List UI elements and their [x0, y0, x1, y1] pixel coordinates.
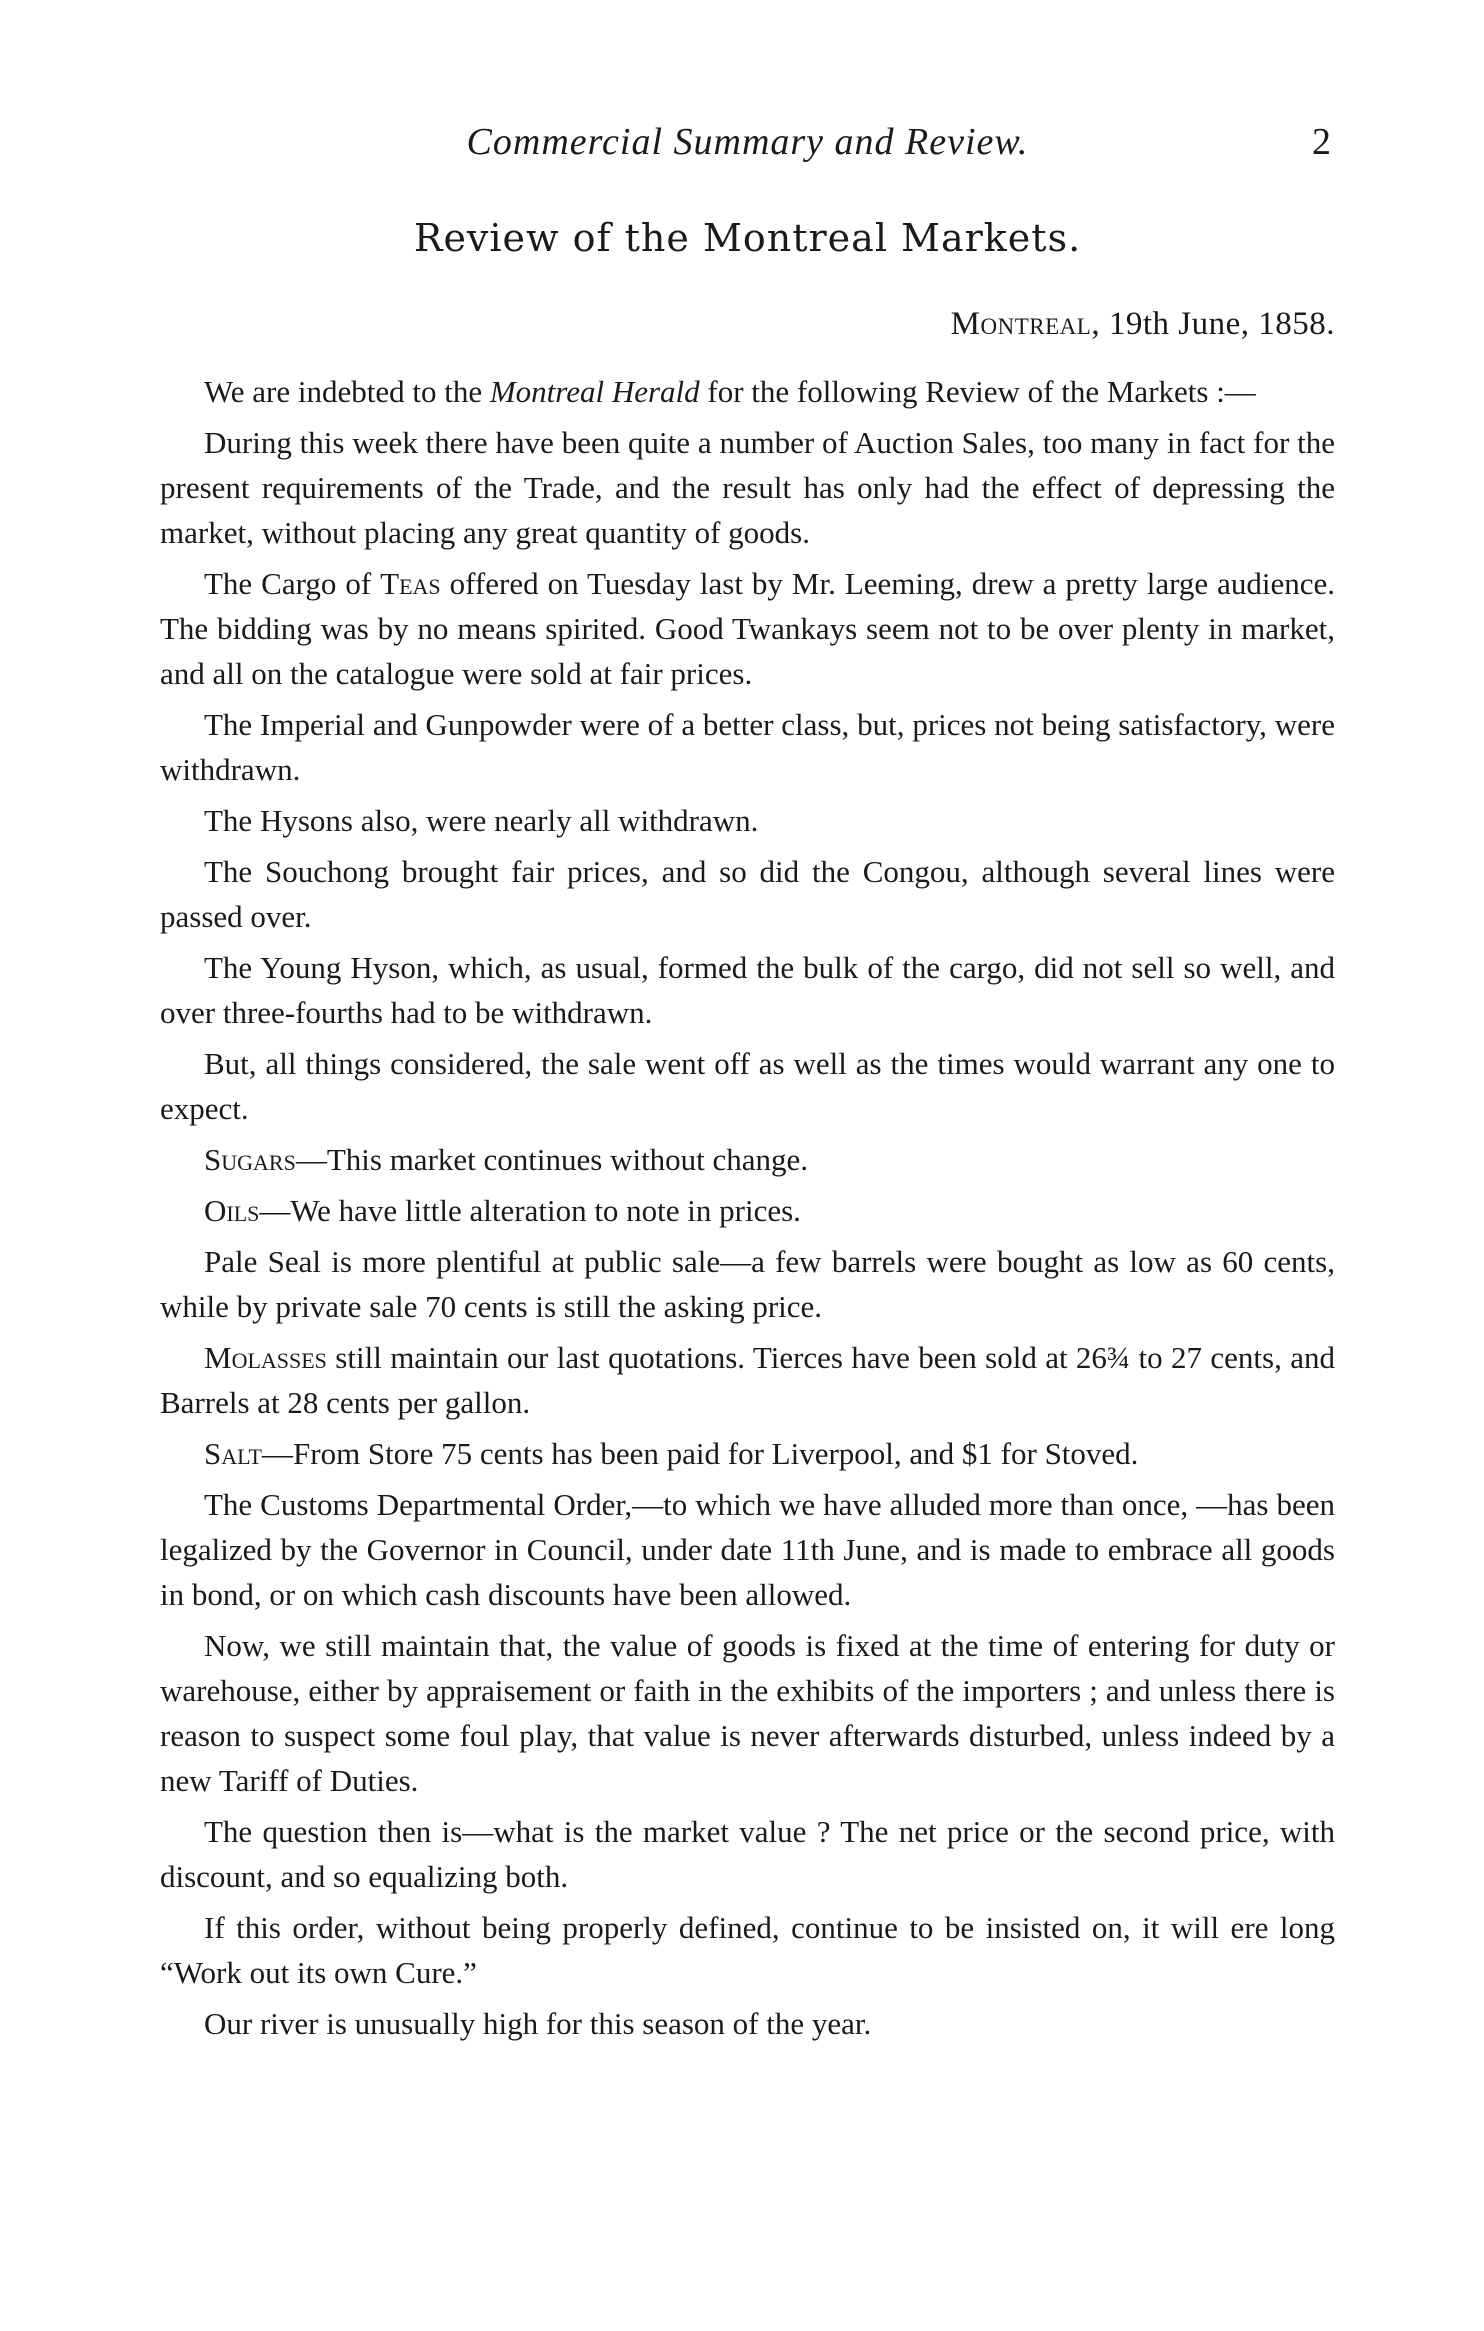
paragraph-order-defined: If this order, without being properly defined, continue to be insisted on, it will ere long “Work out its own Cure.”: [160, 1910, 1335, 1990]
paragraph-teas-part-a: The Cargo of: [204, 566, 381, 601]
sugars-heading: Sugars: [204, 1142, 296, 1177]
paragraph-salt: [160, 1431, 1335, 1476]
paragraph-auction-sales: During this week there have been quite a number of Auction Sales, too many in fact for the present requirements of the Trade, and the result has only had the effect of depressing the market, without placing any great quantity of goods.: [160, 425, 1335, 550]
running-title: Commercial Summary and Review.: [466, 121, 1029, 163]
oils-text: —We have little alteration to note in prices.: [259, 1193, 801, 1228]
paragraph-oils: [160, 1188, 1335, 1233]
paragraph-intro: [160, 369, 1335, 414]
paragraph-intro-part-b: for the following Review of the Markets :—: [699, 374, 1256, 409]
paragraph-customs-order: The Customs Departmental Order,—to which we have alluded more than once, —has been legalized by the Governor in Council, under date 11th June, and is made to embrace all goods in bond, or on which cash discounts have been allowed.: [160, 1487, 1335, 1612]
newspaper-name: Montreal Herald: [489, 374, 700, 409]
sugars-text: —This market continues without change.: [295, 1142, 809, 1177]
page: [160, 112, 1335, 2052]
salt-heading: Salt: [204, 1436, 262, 1471]
article-title: Review of the Montreal Markets.: [413, 216, 1082, 260]
salt-text: —From Store 75 cents has been paid for Liverpool, and $1 for Stoved.: [262, 1436, 1139, 1471]
paragraph-hysons: The Hysons also, were nearly all withdrawn.: [204, 803, 759, 838]
paragraph-young-hyson: The Young Hyson, which, as usual, formed the bulk of the cargo, did not sell so well, and over three-fourths had to be withdrawn.: [160, 950, 1335, 1030]
dateline: [160, 306, 1335, 343]
page-number: 2: [1312, 121, 1331, 163]
paragraph-intro-part-a: We are indebted to the: [204, 374, 490, 409]
paragraph-value-of-goods: Now, we still maintain that, the value of goods is fixed at the time of entering for duty or warehouse, either by appraisement or faith in the exhibits of the importers ; and unless there is reason to suspect some foul play, that value is never afterwards disturbed, unless indeed by a new Tariff of Duties.: [160, 1628, 1335, 1798]
molasses-text: still maintain our last quotations. Tierces have been sold at 26¾ to 27 cents, and Barrels at 28 cents per gallon.: [160, 1340, 1335, 1420]
paragraph-imperial: The Imperial and Gunpowder were of a better class, but, prices not being satisfactory, were withdrawn.: [160, 707, 1335, 787]
oils-heading: Oils: [204, 1193, 260, 1228]
paragraph-teas: [160, 561, 1335, 696]
molasses-heading: Molasses: [204, 1340, 327, 1375]
article-body: [160, 369, 1335, 2046]
paragraph-sugars: [160, 1137, 1335, 1182]
dateline-date: 19th June, 1858.: [1108, 306, 1335, 342]
paragraph-market-value: The question then is—what is the market value ? The net price or the second price, with discount, and so equalizing both.: [160, 1814, 1335, 1894]
teas-heading: Teas: [380, 566, 441, 601]
paragraph-molasses: [160, 1335, 1335, 1425]
paragraph-river: Our river is unusually high for this season of the year.: [204, 2006, 872, 2041]
dateline-place: Montreal,: [950, 306, 1101, 342]
running-head: [160, 112, 1335, 172]
paragraph-sale-summary: But, all things considered, the sale went off as well as the times would warrant any one to expect.: [160, 1046, 1335, 1126]
paragraph-pale-seal: Pale Seal is more plentiful at public sale—a few barrels were bought as low as 60 cents, while by private sale 70 cents is still the asking price.: [160, 1244, 1335, 1324]
paragraph-teas-part-b: offered on Tuesday last by Mr. Leeming, drew a pretty large audience. The bidding was by no means spirited. Good Twankays seem not to be over plenty in market, and all on the catalogue were sold at fair prices.: [160, 566, 1335, 691]
paragraph-souchong: The Souchong brought fair prices, and so did the Congou, although several lines were passed over.: [160, 854, 1335, 934]
